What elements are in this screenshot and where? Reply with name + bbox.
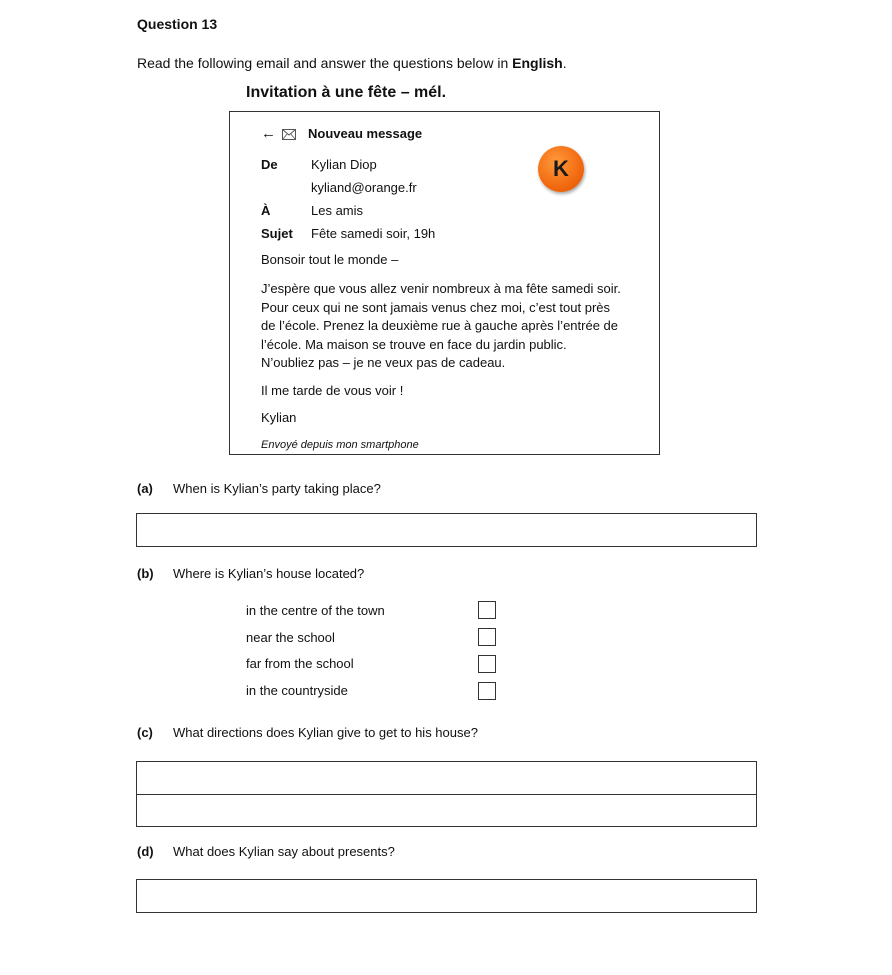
email-body-line: N’oubliez pas – je ne veux pas de cadeau. <box>261 355 506 370</box>
email-body-line: J’espère que vous allez venir nombreux à ma fête samedi soir. <box>261 281 621 296</box>
sender-avatar: K <box>538 146 584 192</box>
from-label: De <box>261 157 278 172</box>
envelope-icon <box>282 128 296 139</box>
subject-label: Sujet <box>261 226 293 241</box>
email-heading: Invitation à une fête – mél. <box>246 84 447 101</box>
from-name: Kylian Diop <box>311 157 377 172</box>
email-body <box>261 280 656 373</box>
option-checkbox[interactable] <box>478 682 496 700</box>
part-d-answer-box[interactable] <box>136 879 757 913</box>
option-label: in the centre of the town <box>246 603 385 618</box>
question-title: Question 13 <box>137 16 218 32</box>
email-signature: Kylian <box>261 410 297 425</box>
option-label: near the school <box>246 630 335 645</box>
email-body-line: de l’école. Prenez la deuxième rue à gauche après l’entrée de <box>261 318 619 333</box>
to-value: Les amis <box>311 203 364 218</box>
part-d-question: What does Kylian say about presents? <box>173 844 395 859</box>
part-a-question: When is Kylian’s party taking place? <box>173 481 381 496</box>
option-checkbox[interactable] <box>478 655 496 673</box>
option-label: in the countryside <box>246 683 348 698</box>
email-header-title: Nouveau message <box>308 126 423 141</box>
from-email: kyliand@orange.fr <box>311 180 417 195</box>
part-c-question: What directions does Kylian give to get to his house? <box>173 725 478 740</box>
part-b-label: (b) <box>137 566 154 581</box>
option-checkbox[interactable] <box>478 628 496 646</box>
part-d-label: (d) <box>137 844 154 859</box>
email-card <box>229 111 660 455</box>
subject-value: Fête samedi soir, 19h <box>311 226 436 241</box>
option-checkbox[interactable] <box>478 601 496 619</box>
instructions-prefix: Read the following email and answer the questions below in <box>137 55 513 71</box>
part-c-label: (c) <box>137 725 153 740</box>
instructions <box>137 55 567 71</box>
email-body-line: Pour ceux qui ne sont jamais venus chez moi, c’est tout près <box>261 299 611 315</box>
instructions-language: English <box>512 55 563 71</box>
part-b-question: Where is Kylian’s house located? <box>173 566 365 581</box>
option-label: far from the school <box>246 656 354 671</box>
part-a-answer-box[interactable] <box>136 513 757 547</box>
part-c-answer-box[interactable] <box>136 761 757 827</box>
sent-from-note: Envoyé depuis mon smartphone <box>261 439 419 451</box>
part-a-label: (a) <box>137 481 153 496</box>
to-label: À <box>261 203 271 218</box>
email-header <box>261 126 422 141</box>
email-body-line: l’école. Ma maison se trouve en face du jardin public. <box>261 336 567 352</box>
answer-divider-line <box>137 794 756 795</box>
back-arrow-icon: ← <box>261 125 276 142</box>
instructions-suffix: . <box>562 55 567 71</box>
email-closing: Il me tarde de vous voir ! <box>261 383 404 398</box>
email-greeting: Bonsoir tout le monde – <box>261 252 399 267</box>
